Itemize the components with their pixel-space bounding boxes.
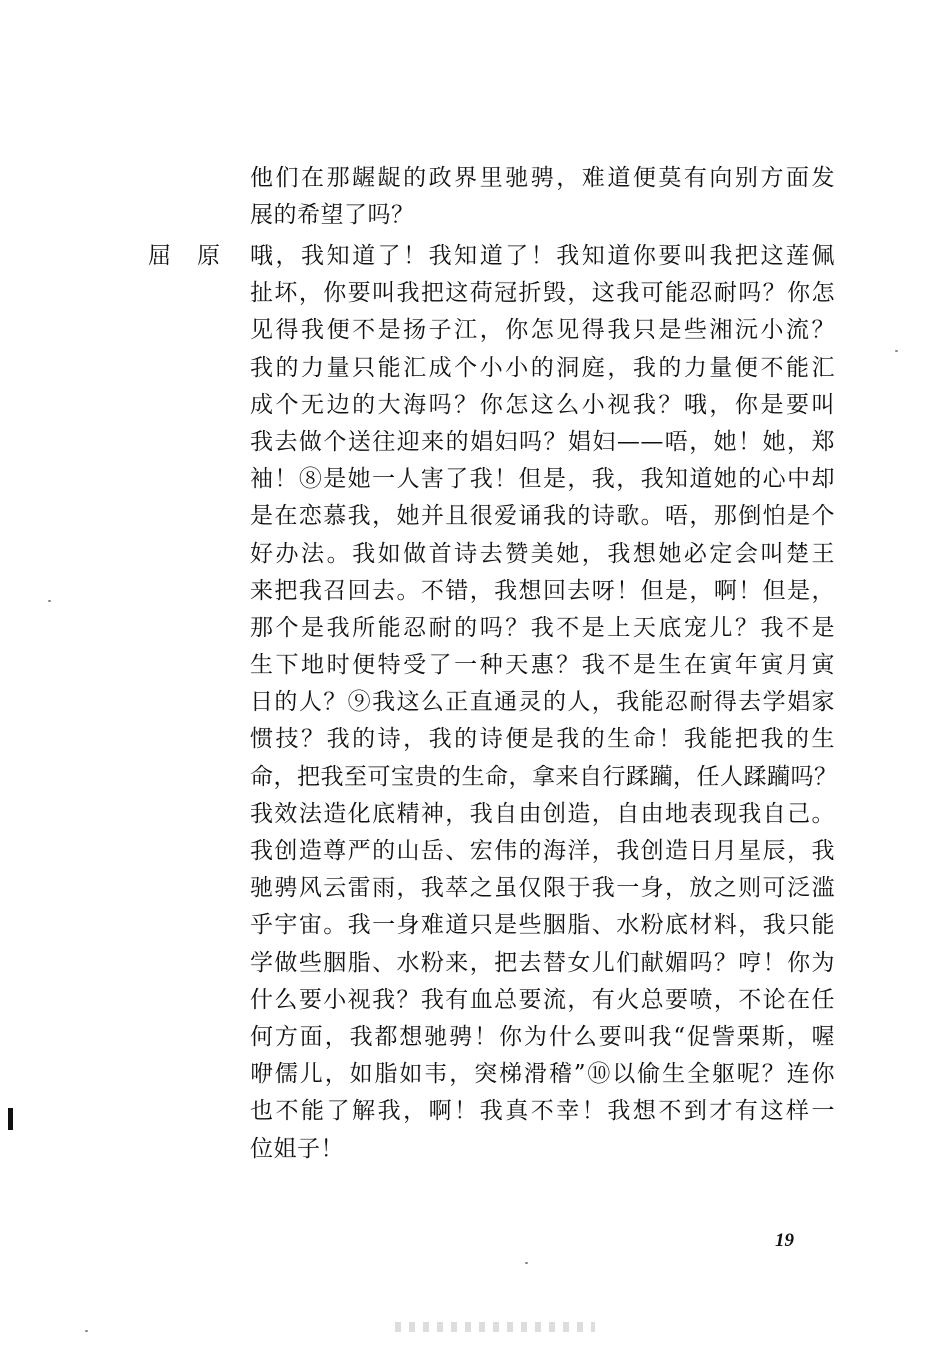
scan-speck bbox=[48, 600, 51, 602]
page-number: 19 bbox=[775, 1230, 794, 1251]
text-line: 乎宇宙。我一身难道只是些胭脂、水粉底材料，我只能 bbox=[250, 912, 835, 939]
text-line: 日的人？⑨我这么正直通灵的人，我能忍耐得去学娼家 bbox=[250, 689, 835, 716]
scan-speck bbox=[525, 1262, 528, 1264]
text-line: 那个是我所能忍耐的吗？我不是上天底宠儿？我不是 bbox=[250, 614, 835, 641]
text-line: 我创造尊严的山岳、宏伟的海洋，我创造日月星辰，我 bbox=[250, 838, 835, 864]
continuation-paragraph bbox=[250, 160, 835, 234]
text-line: 他们在那龌龊的政界里驰骋，难道便莫有向别方面发 bbox=[250, 165, 835, 191]
text-line: 是在恋慕我，她并且很爱诵我的诗歌。唔，那倒怕是个 bbox=[250, 503, 835, 530]
text-line: 生下地时便特受了一种天惠？我不是生在寅年寅月寅 bbox=[250, 652, 835, 679]
text-line: 何方面，我都想驰骋！你为什么要叫我“促訾栗斯，喔 bbox=[250, 1023, 835, 1050]
text-line: 我的力量只能汇成个小小的洞庭，我的力量便不能汇 bbox=[250, 354, 835, 381]
scan-speck bbox=[895, 350, 898, 352]
text-line: 展的希望了吗？ bbox=[250, 202, 415, 229]
text-line: 什么要小视我？我有血总要流，有火总要喷，不论在任 bbox=[250, 986, 835, 1013]
scan-footer-smudge bbox=[395, 1322, 595, 1332]
text-line: 我效法造化底精神，我自由创造，自由地表现我自己。 bbox=[250, 800, 835, 827]
text-line: 学做些胭脂、水粉来，把去替女儿们献媚吗？哼！你为 bbox=[250, 949, 835, 976]
text-line: 好办法。我如做首诗去赞美她，我想她必定会叫楚王 bbox=[250, 540, 835, 567]
text-line: 哦，我知道了！我知道了！我知道你要叫我把这莲佩 bbox=[250, 243, 835, 269]
speaker-name: 屈原 bbox=[148, 243, 246, 269]
speech-paragraph bbox=[250, 238, 838, 1168]
text-line: 咿儒儿，如脂如韦，突梯滑稽”⑩以偷生全躯呢？连你 bbox=[250, 1061, 835, 1088]
text-line: 驰骋风云雷雨，我萃之虽仅限于我一身，放之则可泛滥 bbox=[250, 875, 835, 902]
text-line: 也不能了解我，啊！我真不幸！我想不到才有这样一 bbox=[250, 1098, 835, 1125]
text-line: 成个无边的大海吗？你怎这么小视我？哦，你是要叫 bbox=[250, 391, 835, 418]
text-line: 见得我便不是扬子江，你怎见得我只是些湘沅小流？ bbox=[250, 317, 835, 344]
text-line: 惯技？我的诗，我的诗便是我的生命！我能把我的生 bbox=[250, 726, 835, 753]
text-line: 来把我召回去。不错，我想回去呀！但是，啊！但是， bbox=[250, 577, 835, 604]
text-line: 位姐子！ bbox=[250, 1135, 344, 1162]
scan-margin-mark bbox=[8, 1108, 13, 1130]
text-line: 命，把我至可宝贵的生命，拿来自行蹂躏，任人蹂躏吗？ bbox=[250, 763, 838, 790]
text-line: 扯坏，你要叫我把这荷冠折毁，这我可能忍耐吗？你怎 bbox=[250, 280, 835, 307]
text-line: 袖！⑧是她一人害了我！但是，我，我知道她的心中却 bbox=[250, 466, 835, 493]
scan-speck bbox=[85, 1330, 88, 1332]
text-line: 我去做个送往迎来的娼妇吗？娼妇——唔，她！她，郑 bbox=[250, 428, 835, 455]
